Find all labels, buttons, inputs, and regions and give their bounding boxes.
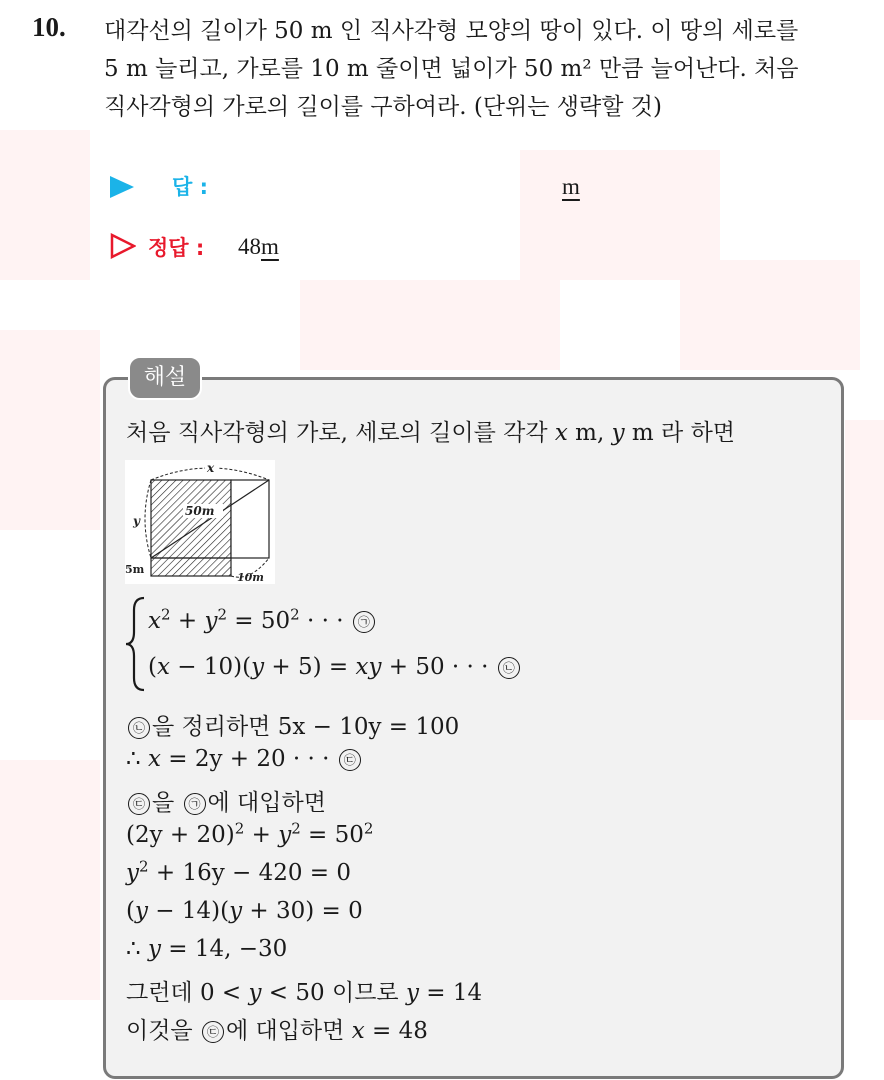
solution-step: $y^2 + 16y - 420 = 0$ [126, 857, 352, 886]
solution-step: ∴ x = 2y + 20 · · · ㉢ [126, 746, 363, 772]
equation-1: $x^2 + y^2 = 50^2$ · · · ㉠ [148, 608, 377, 634]
figure-label-x: x [207, 461, 215, 475]
question-number: 10. [32, 12, 66, 42]
solution-step: 그런데 0 < y < 50 이므로 y = 14 [126, 980, 483, 1006]
play-arrow-icon [110, 176, 134, 198]
solution-intro: 처음 직사각형의 가로, 세로의 길이를 각각 x m, y m 라 하면 [126, 420, 736, 446]
question-line: 직사각형의 가로의 길이를 구하여라. (단위는 생략할 것) [104, 94, 662, 120]
figure-label-5m: 5m [125, 563, 145, 576]
watermark-block [0, 760, 100, 1000]
correct-answer-row [110, 230, 410, 264]
figure-label-y: y [133, 514, 140, 528]
watermark-block [300, 280, 560, 370]
watermark-block [0, 330, 100, 530]
left-brace-icon [124, 594, 148, 694]
solution-tag: 해설 [128, 356, 202, 400]
rectangle-diagram [125, 460, 275, 584]
circled-marker: ㉢ [339, 749, 361, 771]
watermark-block [845, 420, 884, 720]
watermark-block [680, 260, 860, 370]
answer-label: 답 : [172, 175, 208, 199]
question-text [104, 12, 874, 126]
figure-label-10m: 10m [237, 571, 264, 584]
question-line: 5 m 늘리고, 가로를 10 m 줄이면 넓이가 50 m² 만큼 늘어난다. 처음 [104, 56, 799, 82]
answer-row [110, 170, 580, 204]
answer-unit: m [562, 174, 580, 199]
correct-value [238, 234, 279, 260]
circled-marker: ㉢ [202, 1021, 224, 1043]
solution-step: ㉢ 을 ㉠ 에 대입하면 [126, 784, 326, 817]
circled-marker: ㉢ [128, 793, 150, 815]
solution-step: ∴ y = 14, −30 [126, 936, 288, 962]
equation-2: (x − 10)(y + 5) = xy + 50 · · · ㉡ [148, 654, 522, 680]
correct-number: 48 [238, 234, 261, 259]
solution-step: $(2y + 20)^2 + y^2 = 50^2$ [126, 819, 374, 848]
correct-label: 정답 : [148, 236, 205, 260]
solution-step: ㉡ 을 정리하면 5x − 10y = 100 [126, 708, 459, 741]
rectangle-figure [125, 460, 275, 588]
solution-step: (y − 14)(y + 30) = 0 [126, 898, 363, 924]
circled-marker: ㉠ [184, 793, 206, 815]
correct-unit: m [261, 234, 279, 259]
watermark-block [0, 130, 90, 280]
outline-arrow-icon [110, 233, 136, 259]
circled-marker: ㉡ [128, 717, 150, 739]
figure-label-diagonal: 50m [185, 504, 215, 518]
question-line: 대각선의 길이가 50 m 인 직사각형 모양의 땅이 있다. 이 땅의 세로를 [104, 18, 799, 44]
solution-step: 이것을 ㉢ 에 대입하면 x = 48 [126, 1018, 428, 1044]
